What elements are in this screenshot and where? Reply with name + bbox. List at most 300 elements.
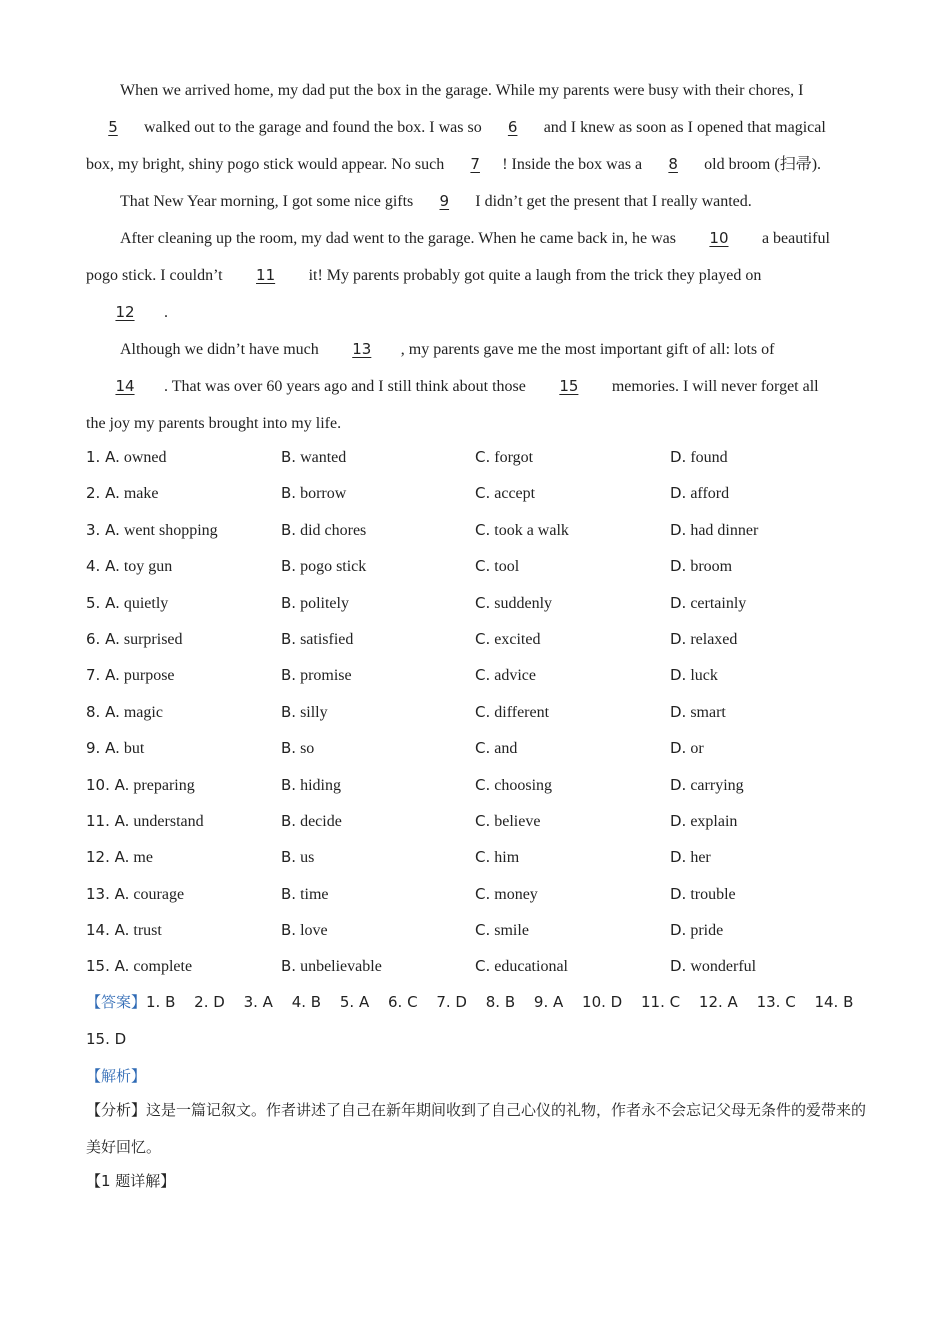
option-label	[86, 812, 129, 830]
option-d	[670, 548, 732, 585]
option-letter: B.	[281, 593, 297, 612]
question-row	[86, 876, 876, 912]
option-text: accept	[494, 485, 536, 503]
option-d	[670, 803, 737, 840]
option-d	[670, 439, 728, 476]
option-letter: A.	[114, 921, 130, 940]
option-text: politely	[300, 594, 349, 612]
option-b	[281, 512, 366, 549]
question-options	[86, 439, 876, 985]
option-a	[86, 621, 183, 658]
answer-item: 3. A	[243, 993, 273, 1011]
question-number: 9.	[86, 739, 101, 758]
option-text: complete	[133, 958, 193, 976]
option-letter: B.	[281, 448, 297, 466]
option-text: satisfied	[300, 630, 354, 648]
option-label	[475, 703, 490, 721]
option-label	[670, 484, 686, 502]
paragraph-line: box, my bright, shiny pogo stick would appear. No such 7 ! Inside the box was a 8 old broom (扫帚).	[86, 146, 866, 183]
option-c	[475, 475, 535, 512]
option-text: silly	[300, 703, 328, 721]
option-label	[670, 812, 686, 830]
option-letter: D.	[670, 520, 687, 539]
option-label	[281, 776, 296, 794]
option-text: afford	[690, 485, 730, 503]
option-letter: B.	[281, 848, 297, 867]
question-number: 1.	[86, 448, 101, 466]
option-a	[86, 694, 163, 731]
option-a	[86, 767, 195, 804]
question-row	[86, 585, 876, 621]
question-row	[86, 730, 876, 766]
answer-item: 11. C	[641, 993, 681, 1011]
question-row	[86, 767, 876, 803]
option-label	[86, 739, 120, 757]
option-label	[86, 885, 129, 903]
option-text: make	[123, 485, 159, 503]
option-c	[475, 912, 529, 949]
option-letter: D.	[670, 448, 687, 466]
option-b	[281, 585, 349, 622]
option-text: different	[494, 703, 550, 721]
option-text: found	[690, 449, 728, 466]
option-label	[475, 957, 490, 975]
question-row	[86, 548, 876, 584]
option-b	[281, 439, 346, 476]
answer-item: 15. D	[86, 1030, 127, 1048]
option-letter: B.	[281, 666, 297, 685]
option-text: decide	[300, 812, 342, 830]
option-letter: A.	[105, 448, 120, 466]
option-text: broom	[690, 558, 733, 576]
option-text: had dinner	[690, 521, 759, 539]
option-text: magic	[123, 703, 163, 721]
question-number: 13.	[86, 884, 110, 903]
option-letter: A.	[105, 739, 120, 758]
option-letter: C.	[475, 775, 491, 794]
option-a	[86, 512, 218, 549]
option-letter: A.	[114, 775, 130, 794]
option-c	[475, 876, 538, 913]
option-label	[475, 484, 490, 502]
option-text: courage	[133, 885, 185, 903]
option-text: me	[133, 849, 153, 867]
question-row	[86, 694, 876, 730]
option-a	[86, 948, 192, 985]
option-text: preparing	[133, 776, 195, 794]
option-letter: A.	[114, 884, 130, 903]
question-number: 2.	[86, 484, 101, 503]
option-c	[475, 548, 519, 585]
question-number: 8.	[86, 702, 101, 721]
option-text: did chores	[300, 521, 367, 539]
option-text: hiding	[300, 776, 341, 794]
question-number: 3.	[86, 520, 101, 539]
option-a	[86, 548, 172, 585]
option-text: believe	[494, 812, 541, 830]
option-letter: A.	[114, 848, 130, 867]
option-label	[281, 448, 296, 466]
question-number: 10.	[86, 775, 110, 794]
question-number: 14.	[86, 921, 110, 940]
answer-item: 1. B	[146, 993, 176, 1011]
option-c	[475, 657, 536, 694]
option-b	[281, 548, 366, 585]
paragraph-line: Although we didn’t have much 13 , my parents gave me the most important gift of all: lots of	[86, 331, 866, 368]
option-label	[475, 739, 490, 757]
option-label	[475, 521, 490, 539]
option-letter: B.	[281, 557, 297, 576]
paragraph-line: pogo stick. I couldn’t 11 it! My parents probably got quite a laugh from the trick they played on	[86, 257, 866, 294]
option-text: educational	[494, 958, 568, 976]
option-c	[475, 585, 552, 622]
option-label	[475, 630, 490, 648]
question-number: 5.	[86, 593, 101, 612]
option-d	[670, 839, 711, 876]
blank-8: 8	[668, 155, 678, 173]
option-d	[670, 512, 758, 549]
option-text: wanted	[300, 449, 347, 466]
option-b	[281, 912, 328, 949]
option-label	[475, 921, 490, 939]
option-letter: A.	[105, 666, 120, 685]
option-letter: C.	[475, 848, 491, 867]
option-letter: D.	[670, 848, 687, 867]
option-c	[475, 621, 540, 658]
option-a	[86, 730, 144, 767]
option-text: time	[300, 885, 329, 903]
blank-10: 10	[709, 229, 729, 247]
option-b	[281, 948, 382, 985]
answer-item: 13. C	[756, 993, 796, 1011]
option-text: quietly	[123, 594, 169, 612]
option-letter: A.	[105, 593, 120, 612]
option-text: her	[690, 849, 711, 867]
option-text: advice	[494, 667, 536, 685]
option-label	[86, 703, 120, 721]
option-c	[475, 839, 519, 876]
blank-14: 14	[115, 377, 135, 395]
option-letter: D.	[670, 739, 687, 758]
option-a	[86, 439, 167, 476]
option-label	[281, 594, 296, 612]
paragraph-line: That New Year morning, I got some nice gifts 9 I didn’t get the present that I really wanted.	[86, 183, 866, 220]
option-a	[86, 876, 184, 913]
option-letter: B.	[281, 629, 297, 648]
option-letter: B.	[281, 775, 297, 794]
option-letter: D.	[670, 557, 687, 576]
option-label	[86, 666, 120, 684]
option-c	[475, 767, 552, 804]
question-row	[86, 948, 876, 984]
option-letter: C.	[475, 702, 491, 721]
option-text: smart	[690, 703, 726, 721]
answer-item: 10. D	[582, 993, 623, 1011]
paragraph-line: the joy my parents brought into my life.	[86, 415, 342, 432]
option-b	[281, 730, 314, 767]
option-letter: C.	[475, 593, 491, 612]
option-letter: D.	[670, 702, 687, 721]
option-label	[281, 557, 296, 575]
option-label	[86, 630, 120, 648]
option-label	[86, 521, 120, 539]
question-number: 4.	[86, 557, 101, 576]
option-b	[281, 621, 353, 658]
blank-11: 11	[256, 266, 276, 284]
answer-items	[86, 993, 867, 1048]
option-text: excited	[494, 630, 541, 648]
option-label	[475, 557, 490, 575]
option-text: borrow	[300, 485, 347, 503]
option-letter: B.	[281, 739, 297, 758]
paragraph-line: After cleaning up the room, my dad went to the garage. When he came back in, he was 10 a beautiful	[86, 220, 866, 257]
option-text: luck	[690, 667, 718, 685]
question-number: 12.	[86, 848, 110, 867]
question-number: 15.	[86, 957, 110, 976]
option-label	[86, 448, 120, 466]
option-b	[281, 876, 329, 913]
option-c	[475, 948, 568, 985]
option-label	[86, 957, 129, 975]
answer-item: 14. B	[814, 993, 854, 1011]
answer-key	[86, 984, 876, 1058]
option-label	[86, 776, 129, 794]
answer-item: 8. B	[485, 993, 516, 1011]
option-label	[281, 812, 296, 830]
question-row	[86, 512, 876, 548]
option-d	[670, 730, 704, 767]
option-label	[670, 739, 686, 757]
answer-item: 4. B	[291, 993, 322, 1011]
option-d	[670, 585, 746, 622]
option-letter: D.	[670, 629, 687, 648]
answer-item: 7. D	[436, 993, 467, 1011]
option-b	[281, 475, 346, 512]
option-letter: C.	[475, 629, 491, 648]
option-letter: B.	[281, 702, 297, 721]
option-label	[670, 776, 686, 794]
question-row	[86, 439, 876, 475]
option-text: toy gun	[123, 558, 173, 576]
option-text: explain	[690, 812, 738, 830]
option-label	[670, 848, 686, 866]
option-letter: C.	[475, 448, 491, 466]
option-letter: C.	[475, 811, 491, 830]
blank-5: 5	[108, 118, 118, 136]
option-label	[86, 557, 120, 575]
option-label	[670, 630, 686, 648]
option-d	[670, 621, 737, 658]
question-row	[86, 657, 876, 693]
paragraph-line: When we arrived home, my dad put the box in the garage. While my parents were busy with their chores, I	[120, 82, 804, 99]
cloze-passage	[86, 72, 866, 442]
option-text: suddenly	[494, 594, 553, 612]
option-letter: D.	[670, 484, 687, 503]
option-label	[670, 594, 686, 612]
option-label	[670, 666, 686, 684]
option-d	[670, 876, 736, 913]
option-letter: D.	[670, 811, 687, 830]
option-text: us	[300, 849, 315, 867]
option-letter: B.	[281, 811, 297, 830]
option-label	[475, 848, 490, 866]
option-letter: C.	[475, 884, 491, 903]
option-d	[670, 475, 729, 512]
option-letter: C.	[475, 666, 491, 685]
option-text: relaxed	[690, 630, 738, 648]
paragraph-line: 12 .	[86, 294, 866, 331]
option-label	[281, 921, 296, 939]
option-label	[281, 630, 296, 648]
option-label	[475, 594, 490, 612]
option-a	[86, 803, 204, 840]
option-text: love	[300, 922, 328, 940]
option-text: carrying	[690, 776, 744, 794]
paragraph-line: 5 walked out to the garage and found the box. I was so 6 and I knew as soon as I opened that magical	[86, 109, 866, 146]
option-text: smile	[494, 922, 529, 940]
option-text: wonderful	[690, 958, 757, 976]
question-number: 6.	[86, 629, 101, 648]
option-a	[86, 585, 168, 622]
blank-7: 7	[470, 155, 480, 173]
option-label	[86, 848, 129, 866]
answer-item: 2. D	[194, 993, 225, 1011]
option-text: certainly	[690, 594, 747, 612]
question-number: 7.	[86, 666, 101, 685]
option-label	[281, 703, 296, 721]
paragraph-line: 14 . That was over 60 years ago and I still think about those 15 memories. I will never forget all	[86, 368, 866, 405]
option-text: owned	[123, 449, 167, 466]
option-letter: A.	[105, 484, 120, 503]
option-letter: A.	[105, 520, 120, 539]
option-letter: D.	[670, 593, 687, 612]
option-label	[281, 521, 296, 539]
option-text: money	[494, 885, 538, 903]
option-b	[281, 694, 328, 731]
option-letter: C.	[475, 484, 491, 503]
option-letter: A.	[105, 702, 120, 721]
blank-13: 13	[352, 340, 372, 358]
option-letter: B.	[281, 484, 297, 503]
option-label	[670, 921, 686, 939]
option-letter: C.	[475, 957, 491, 976]
analysis-text: 【分析】这是一篇记叙文。作者讲述了自己在新年期间收到了自己心仪的礼物，作者永不会忘记父母无条件的爱带来的美好回忆。	[86, 1101, 867, 1156]
option-label	[670, 957, 686, 975]
option-d	[670, 767, 744, 804]
question-row	[86, 475, 876, 511]
option-label	[475, 885, 490, 903]
option-b	[281, 657, 352, 694]
option-label	[670, 448, 686, 466]
option-label	[475, 448, 490, 466]
answer-item: 12. A	[698, 993, 738, 1011]
option-text: trouble	[690, 885, 736, 903]
option-label	[281, 885, 296, 903]
option-letter: D.	[670, 921, 687, 940]
option-text: forgot	[494, 449, 534, 466]
question-row	[86, 839, 876, 875]
question-row	[86, 621, 876, 657]
option-c	[475, 803, 540, 840]
option-label	[281, 484, 296, 502]
blank-12: 12	[115, 303, 135, 321]
option-letter: D.	[670, 884, 687, 903]
option-letter: C.	[475, 739, 491, 758]
option-text: pogo stick	[300, 558, 367, 576]
option-b	[281, 839, 314, 876]
option-a	[86, 839, 153, 876]
option-text: so	[300, 740, 315, 758]
option-label	[475, 812, 490, 830]
option-text: promise	[300, 667, 352, 685]
option-c	[475, 694, 549, 731]
option-d	[670, 694, 726, 731]
option-letter: B.	[281, 520, 297, 539]
option-c	[475, 730, 517, 767]
option-text: surprised	[123, 630, 183, 648]
option-letter: D.	[670, 666, 687, 685]
analysis-tag: 【解析】	[86, 1067, 147, 1085]
option-b	[281, 767, 341, 804]
option-label	[86, 484, 120, 502]
option-a	[86, 912, 162, 949]
option-c	[475, 512, 569, 549]
option-text: took a walk	[494, 521, 569, 539]
option-letter: A.	[105, 629, 120, 648]
blank-6: 6	[507, 118, 518, 136]
option-letter: C.	[475, 557, 491, 576]
option-label	[670, 885, 686, 903]
option-a	[86, 657, 175, 694]
option-label	[670, 703, 686, 721]
option-text: purpose	[123, 667, 175, 685]
answer-item: 6. C	[388, 993, 418, 1011]
option-label	[281, 666, 296, 684]
option-text: him	[494, 849, 520, 867]
option-a	[86, 475, 159, 512]
option-text: pride	[690, 922, 724, 940]
answer-tag: 【答案】	[86, 993, 147, 1011]
option-b	[281, 803, 342, 840]
option-letter: A.	[105, 557, 120, 576]
option-text: understand	[133, 812, 204, 830]
option-label	[475, 776, 490, 794]
option-letter: C.	[475, 921, 491, 940]
option-letter: B.	[281, 957, 297, 976]
blank-9: 9	[439, 192, 450, 210]
option-letter: D.	[670, 775, 687, 794]
option-label	[670, 557, 686, 575]
option-letter: D.	[670, 957, 687, 976]
option-text: went shopping	[123, 521, 218, 539]
option-label	[281, 739, 296, 757]
option-d	[670, 657, 718, 694]
question-row	[86, 803, 876, 839]
question-number: 11.	[86, 811, 110, 830]
option-letter: B.	[281, 884, 297, 903]
option-letter: A.	[114, 957, 130, 976]
option-text: trust	[133, 922, 162, 940]
option-text: or	[690, 740, 704, 758]
option-d	[670, 948, 756, 985]
option-text: tool	[494, 558, 520, 576]
option-text: and	[494, 740, 518, 758]
option-label	[281, 848, 296, 866]
answer-item: 9. A	[533, 993, 564, 1011]
option-letter: A.	[114, 811, 130, 830]
option-label	[475, 666, 490, 684]
option-d	[670, 912, 723, 949]
